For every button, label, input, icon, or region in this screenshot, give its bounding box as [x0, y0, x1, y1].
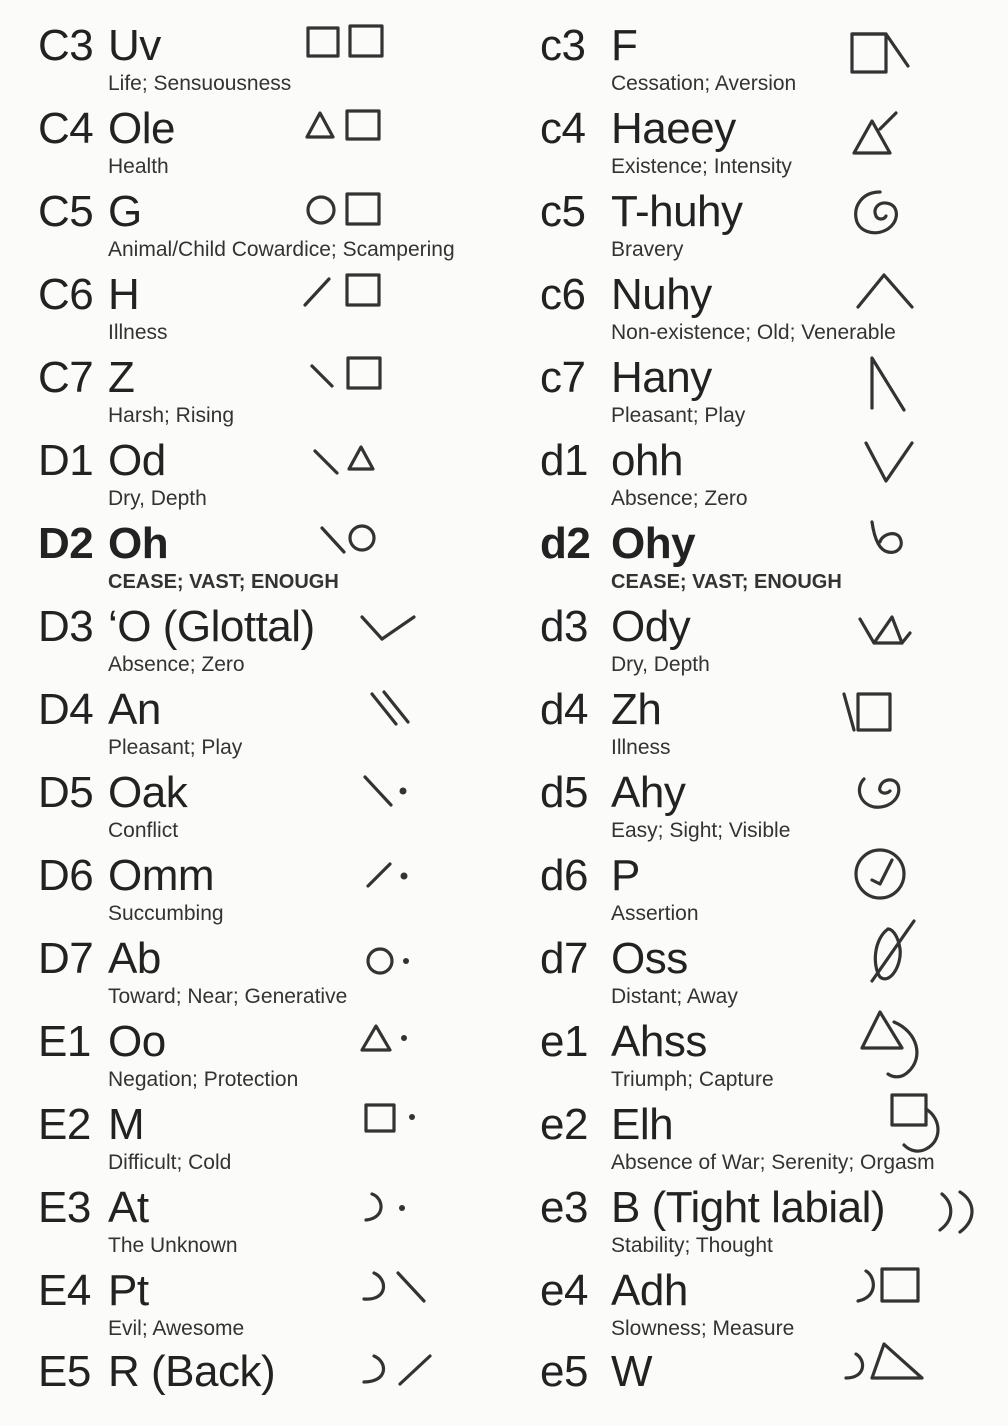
backslash-circle-glyph-icon	[320, 522, 410, 562]
entry-name: Oh	[108, 519, 169, 568]
double-square-glyph-icon	[306, 24, 396, 64]
entry-code: e2	[540, 1100, 588, 1149]
entry-meaning: Toward; Near; Generative	[108, 985, 348, 1008]
entry-code: d5	[540, 768, 588, 817]
entry-name: Ab	[108, 934, 161, 983]
entry-name: Uv	[108, 21, 161, 70]
stem-loop-glyph-icon	[864, 516, 924, 566]
entry-code: e4	[540, 1266, 588, 1315]
entry-code: E3	[38, 1183, 91, 1232]
entry-name: P	[611, 851, 640, 900]
circle-tick-glyph-icon	[852, 840, 922, 904]
entry-name: Hany	[611, 353, 712, 402]
entry-name: Ahss	[611, 1017, 707, 1066]
triangle-tail-glyph-icon	[858, 1002, 938, 1092]
entry-meaning: Non-existence; Old; Venerable	[611, 321, 896, 344]
v-square-glyph-icon	[842, 688, 922, 738]
entry-name: Od	[108, 436, 166, 485]
entry-code: C5	[38, 187, 94, 236]
hook-dot-glyph-icon	[358, 1186, 418, 1230]
entry-meaning: Pleasant; Play	[611, 404, 746, 427]
entry-code: e1	[540, 1017, 588, 1066]
backslash-dot-glyph-icon	[363, 771, 423, 815]
entry-code: C3	[38, 21, 94, 70]
entry-code: d2	[540, 519, 591, 568]
entry-code: d3	[540, 602, 588, 651]
slash-dot-glyph-icon	[366, 854, 426, 898]
entry-code: d4	[540, 685, 588, 734]
entry-name: Adh	[611, 1266, 688, 1315]
double-backslash-glyph-icon	[370, 688, 430, 732]
entry-name: M	[108, 1100, 145, 1149]
caret-glyph-icon	[856, 271, 926, 321]
entry-code: D6	[38, 851, 94, 900]
entry-meaning: Assertion	[611, 902, 699, 925]
triangle-tick-glyph-icon	[850, 109, 910, 159]
hook-triangle-glyph-icon	[844, 1340, 934, 1390]
entry-meaning: Cessation; Aversion	[611, 72, 797, 95]
entry-code: c5	[540, 187, 586, 236]
entry-code: e5	[540, 1347, 588, 1396]
v-triangle-glyph-icon	[858, 607, 938, 657]
entry-meaning: CEASE; VAST; ENOUGH	[108, 571, 339, 593]
circle-square-glyph-icon	[303, 190, 393, 230]
entry-code: D7	[38, 934, 94, 983]
entry-name: H	[108, 270, 140, 319]
v-glyph-icon	[862, 439, 922, 489]
entry-code: E4	[38, 1266, 91, 1315]
entry-name: Nuhy	[611, 270, 712, 319]
entry-meaning: The Unknown	[108, 1234, 238, 1257]
entry-meaning: Absence; Zero	[108, 653, 245, 676]
entry-meaning: Conflict	[108, 819, 179, 842]
entry-name: ‘O (Glottal)	[108, 602, 315, 651]
entry-code: E2	[38, 1100, 91, 1149]
entry-meaning: Distant; Away	[611, 985, 738, 1008]
entry-name: Ole	[108, 104, 175, 153]
entry-name: F	[611, 21, 638, 70]
entry-name: G	[108, 187, 142, 236]
entry-code: D2	[38, 519, 94, 568]
slash-square-glyph-icon	[303, 273, 393, 313]
hook-slash-glyph-icon	[360, 1350, 440, 1394]
entry-meaning: Absence; Zero	[611, 487, 748, 510]
triangle-dot-glyph-icon	[360, 1020, 420, 1064]
backslash-square-glyph-icon	[310, 356, 400, 396]
entry-meaning: Bravery	[611, 238, 684, 261]
entry-code: D1	[38, 436, 94, 485]
entry-meaning: Health	[108, 155, 169, 178]
entry-code: D4	[38, 685, 94, 734]
entry-name: Oo	[108, 1017, 166, 1066]
entry-meaning: Easy; Sight; Visible	[611, 819, 791, 842]
entry-name: Oss	[611, 934, 688, 983]
spiral-glyph-icon	[850, 188, 920, 238]
entry-name: Ohy	[611, 519, 696, 568]
entry-name: Ahy	[611, 768, 686, 817]
entry-name: Omm	[108, 851, 215, 900]
square-flag-glyph-icon	[846, 26, 926, 76]
entry-code: C6	[38, 270, 94, 319]
slashed-zero-glyph-icon	[860, 915, 930, 995]
entry-name: Ody	[611, 602, 691, 651]
entry-code: c7	[540, 353, 586, 402]
entry-meaning: Existence; Intensity	[611, 155, 792, 178]
entry-name: Zh	[611, 685, 662, 734]
entry-meaning: CEASE; VAST; ENOUGH	[611, 571, 842, 593]
entry-meaning: Dry, Depth	[611, 653, 710, 676]
entry-code: E1	[38, 1017, 91, 1066]
entry-meaning: Absence of War; Serenity; Orgasm	[611, 1151, 935, 1174]
entry-name: T-huhy	[611, 187, 743, 236]
entry-meaning: Illness	[108, 321, 168, 344]
entry-code: d1	[540, 436, 588, 485]
entry-name: R (Back)	[108, 1347, 276, 1396]
backslash-triangle-glyph-icon	[313, 439, 403, 479]
entry-name: Elh	[611, 1100, 674, 1149]
circle-dot-glyph-icon	[364, 937, 424, 981]
entry-name: At	[108, 1183, 149, 1232]
entry-name: An	[108, 685, 161, 734]
entry-meaning: Illness	[611, 736, 671, 759]
entry-code: C7	[38, 353, 94, 402]
entry-meaning: Difficult; Cold	[108, 1151, 232, 1174]
entry-name: Pt	[108, 1266, 149, 1315]
entry-meaning: Pleasant; Play	[108, 736, 243, 759]
entry-meaning: Dry, Depth	[108, 487, 207, 510]
square-dot-glyph-icon	[364, 1103, 424, 1147]
entry-code: c6	[540, 270, 586, 319]
entry-name: Haeey	[611, 104, 736, 153]
double-arc-glyph-icon	[936, 1188, 996, 1238]
check-mark-glyph-icon	[360, 605, 430, 645]
entry-meaning: Animal/Child Cowardice; Scampering	[108, 238, 455, 261]
entry-meaning: Evil; Awesome	[108, 1317, 245, 1340]
entry-code: c4	[540, 104, 586, 153]
entry-name: ohh	[611, 436, 683, 485]
entry-code: d7	[540, 934, 588, 983]
entry-meaning: Harsh; Rising	[108, 404, 235, 427]
hook-backslash-glyph-icon	[358, 1269, 438, 1313]
entry-code: c3	[540, 21, 586, 70]
entry-code: D3	[38, 602, 94, 651]
entry-code: D5	[38, 768, 94, 817]
entry-meaning: Slowness; Measure	[611, 1317, 795, 1340]
entry-name: W	[611, 1347, 653, 1396]
hook-caret-glyph-icon	[868, 354, 928, 414]
entry-meaning: Life; Sensuousness	[108, 72, 292, 95]
entry-meaning: Stability; Thought	[611, 1234, 773, 1257]
entry-name: B (Tight labial)	[611, 1183, 886, 1232]
entry-code: E5	[38, 1347, 91, 1396]
entry-code: e3	[540, 1183, 588, 1232]
hook-square-glyph-icon	[854, 1263, 934, 1313]
entry-name: Z	[108, 353, 135, 402]
entry-code: C4	[38, 104, 94, 153]
entry-meaning: Triumph; Capture	[611, 1068, 774, 1091]
entry-name: Oak	[108, 768, 188, 817]
curl-glyph-icon	[852, 769, 922, 819]
entry-code: d6	[540, 851, 588, 900]
triangle-square-glyph-icon	[303, 107, 393, 147]
entry-meaning: Negation; Protection	[108, 1068, 299, 1091]
entry-meaning: Succumbing	[108, 902, 224, 925]
square-tail-glyph-icon	[886, 1089, 966, 1159]
